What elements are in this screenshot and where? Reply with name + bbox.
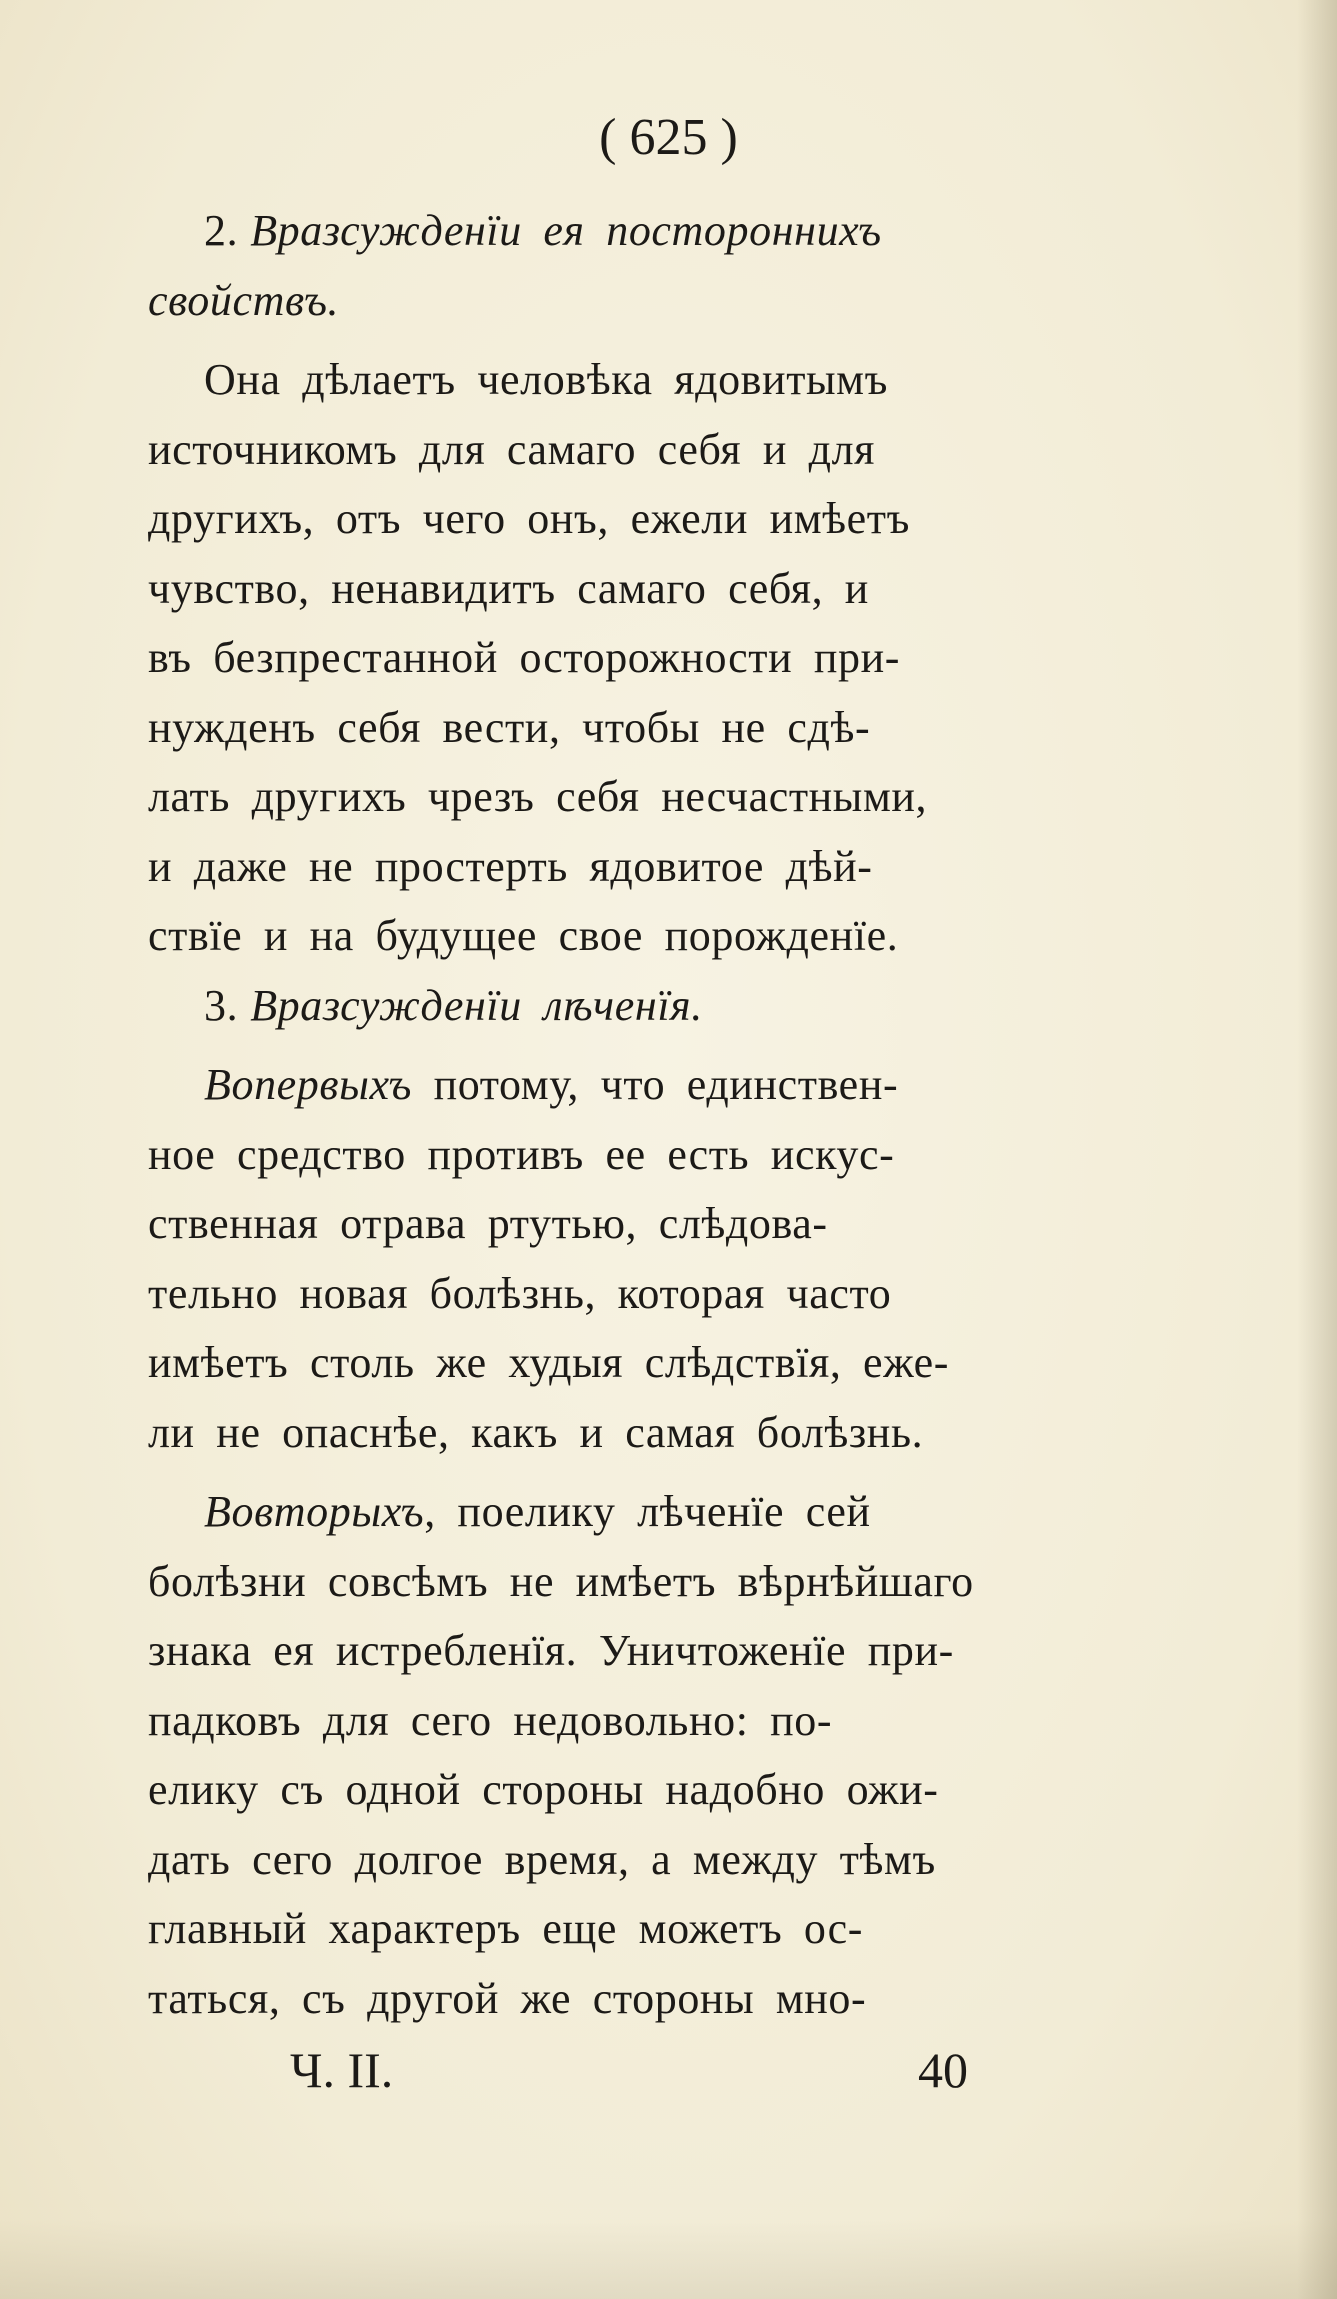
spacer (148, 335, 1156, 345)
page-edge-shadow (1297, 0, 1337, 2299)
section-2-number: 2. (204, 206, 239, 255)
paragraph-2-lead: Вопервыхъ (204, 1060, 412, 1109)
paragraph-1-line: лать другихъ чрезъ себя несчастными, (148, 772, 928, 821)
signature-mark: Ч. II. (290, 2042, 394, 2098)
section-3-heading (148, 971, 1156, 1041)
paragraph-3-line: главный характеръ еще можетъ ос- (148, 1904, 864, 1953)
paragraph-3-line: дать сего долгое время, а между тѣмъ (148, 1834, 936, 1884)
paragraph-1-line: ствїе и на будущее свое порожденїе. (148, 911, 899, 960)
spacer (148, 1040, 1156, 1050)
section-2-title-line-1: Вразсужденїи ея постороннихъ (250, 206, 882, 255)
section-3-title: Вразсужденїи лѣченїя. (250, 980, 703, 1030)
paragraph-1-line: чувство, ненавидитъ самаго себя, и (148, 563, 869, 613)
section-3-number: 3. (204, 980, 239, 1030)
sheet-number: 40 (918, 2042, 968, 2098)
paragraph-2-line: имѣетъ столь же худыя слѣдствїя, еже- (148, 1338, 949, 1387)
section-2-heading (148, 196, 1156, 266)
paragraph-3-line: падковъ для сего недовольно: по- (148, 1695, 833, 1745)
paragraph-3-line: елику съ одной стороны надобно ожи- (148, 1765, 939, 1814)
page-footer (0, 2040, 1337, 2100)
section-2-title-line-2: свойствъ. (148, 275, 340, 325)
page-text (148, 196, 1156, 2033)
paragraph-3-line (148, 1477, 1156, 1547)
page-bottom-shadow (0, 2219, 1337, 2299)
paragraph-3-line-1: , поелику лѣченїе сей (424, 1487, 871, 1536)
paragraph-1-line: другихъ, отъ чего онъ, ежели имѣетъ (148, 494, 910, 543)
paragraph-2-line: ли не опаснѣе, какъ и самая болѣзнь. (148, 1407, 924, 1457)
page-number: ( 625 ) (599, 109, 738, 166)
paragraph-1-line: и даже не простерть ядовитое дѣй- (148, 841, 873, 891)
paragraph-2-line: ное средство противъ ее есть искус- (148, 1129, 895, 1179)
paragraph-2-line-1: потому, что единствен- (411, 1060, 899, 1109)
paragraph-3-lead: Вовторыхъ (204, 1487, 425, 1536)
paragraph-2-line: тельно новая болѣзнь, которая часто (148, 1268, 892, 1318)
paragraph-3-line: болѣзни совсѣмъ не имѣетъ вѣрнѣйшаго (148, 1556, 974, 1606)
paragraph-1-line: источникомъ для самаго себя и для (148, 424, 875, 474)
paragraph-2-line: ственная отрава ртутью, слѣдова- (148, 1199, 828, 1248)
paragraph-2-line (148, 1050, 1156, 1120)
paragraph-1-line: въ безпрестанной осторожности при- (148, 633, 900, 682)
paragraph-3-line: таться, съ другой же стороны мно- (148, 1973, 867, 2023)
paragraph-1-line: Она дѣлаетъ человѣка ядовитымъ (204, 355, 888, 404)
paragraph-3-line: знака ея истребленїя. Уничтоженїе при- (148, 1626, 954, 1675)
spacer (148, 1467, 1156, 1477)
paragraph-1-line: нужденъ себя вести, чтобы не сдѣ- (148, 702, 871, 752)
